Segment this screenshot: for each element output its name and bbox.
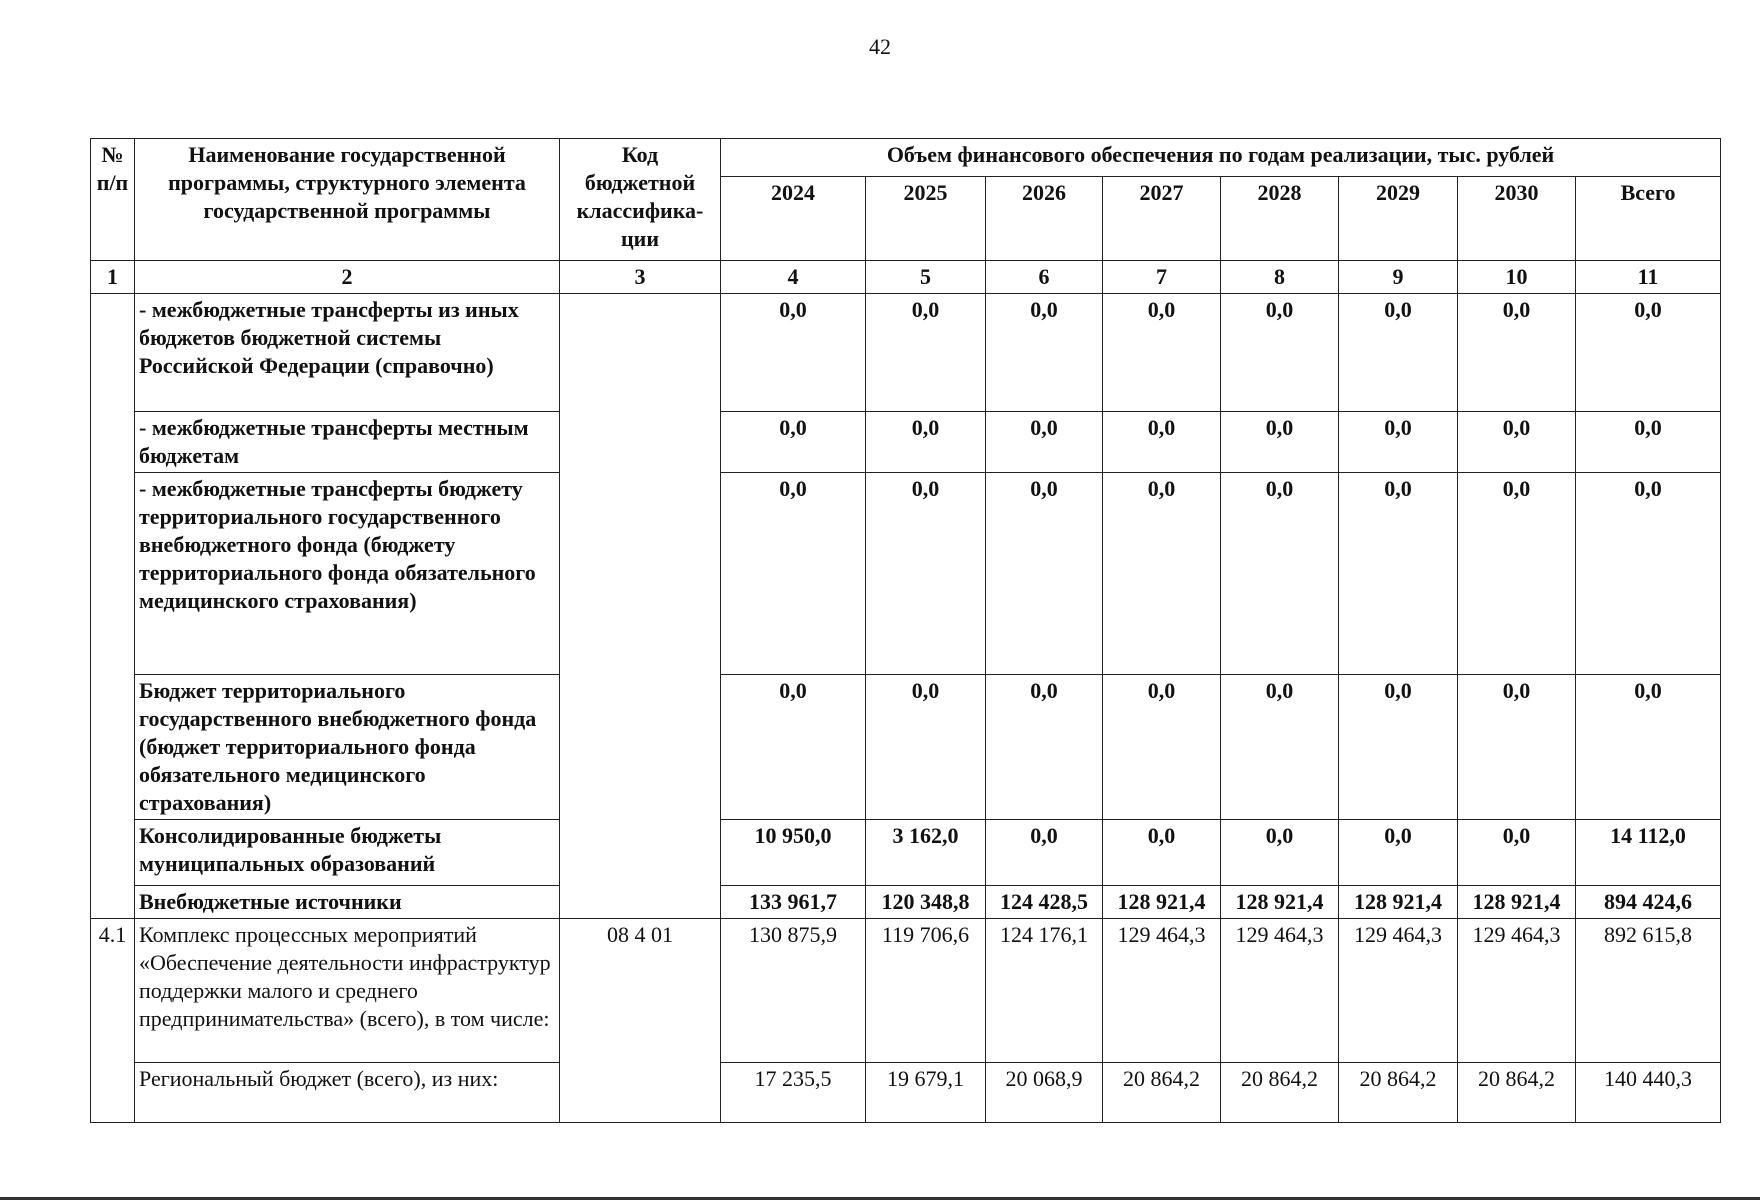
cell-value: 20 864,2 xyxy=(1221,1063,1339,1123)
column-number: 7 xyxy=(1103,261,1221,294)
cell-value: 128 921,4 xyxy=(1103,886,1221,919)
row-name: - межбюджетные трансферты из иных бюджетов бюджетной системы Российской Федерации (справочно) xyxy=(135,294,560,412)
cell-value: 0,0 xyxy=(1221,820,1339,886)
table-row xyxy=(91,886,1721,919)
cell-value: 0,0 xyxy=(1339,412,1458,473)
column-number: 1 xyxy=(91,261,135,294)
cell-value: 0,0 xyxy=(1103,820,1221,886)
column-number: 9 xyxy=(1339,261,1458,294)
cell-value: 124 176,1 xyxy=(986,919,1103,1063)
header-year: 2030 xyxy=(1458,177,1576,261)
header-year: 2026 xyxy=(986,177,1103,261)
cell-value: 0,0 xyxy=(866,294,986,412)
row-code xyxy=(560,294,721,919)
cell-value: 128 921,4 xyxy=(1458,886,1576,919)
cell-value: 0,0 xyxy=(1103,473,1221,675)
cell-value: 0,0 xyxy=(1103,412,1221,473)
cell-value: 0,0 xyxy=(721,473,866,675)
table-row xyxy=(91,473,1721,675)
cell-value: 133 961,7 xyxy=(721,886,866,919)
header-total: Всего xyxy=(1576,177,1721,261)
header-year: 2024 xyxy=(721,177,866,261)
cell-total: 0,0 xyxy=(1576,412,1721,473)
row-number: 4.1 xyxy=(91,919,135,1123)
table-row xyxy=(91,820,1721,886)
cell-total: 0,0 xyxy=(1576,473,1721,675)
header-volume: Объем финансового обеспечения по годам реализации, тыс. рублей xyxy=(721,139,1721,177)
column-number: 8 xyxy=(1221,261,1339,294)
row-code: 08 4 01 xyxy=(560,919,721,1123)
cell-value: 129 464,3 xyxy=(1103,919,1221,1063)
cell-value: 0,0 xyxy=(986,675,1103,820)
page-number: 42 xyxy=(869,34,891,59)
table-row xyxy=(91,1063,1721,1123)
cell-value: 0,0 xyxy=(1221,412,1339,473)
cell-value: 0,0 xyxy=(1458,820,1576,886)
column-number: 3 xyxy=(560,261,721,294)
cell-value: 0,0 xyxy=(1221,473,1339,675)
table-row xyxy=(91,412,1721,473)
column-number: 11 xyxy=(1576,261,1721,294)
cell-value: 0,0 xyxy=(1458,473,1576,675)
column-number: 6 xyxy=(986,261,1103,294)
cell-value: 0,0 xyxy=(1458,412,1576,473)
cell-value: 0,0 xyxy=(1339,294,1458,412)
cell-total: 894 424,6 xyxy=(1576,886,1721,919)
cell-value: 0,0 xyxy=(986,294,1103,412)
header-code: Код бюджетной классифика-ции xyxy=(560,139,721,261)
cell-value: 20 068,9 xyxy=(986,1063,1103,1123)
cell-value: 0,0 xyxy=(1103,675,1221,820)
cell-value: 0,0 xyxy=(866,412,986,473)
cell-value: 0,0 xyxy=(866,473,986,675)
cell-value: 20 864,2 xyxy=(1103,1063,1221,1123)
cell-value: 129 464,3 xyxy=(1221,919,1339,1063)
row-number xyxy=(91,294,135,919)
cell-value: 128 921,4 xyxy=(1221,886,1339,919)
header-year: 2025 xyxy=(866,177,986,261)
cell-value: 130 875,9 xyxy=(721,919,866,1063)
cell-value: 0,0 xyxy=(1339,675,1458,820)
header-name: Наименование государственной программы, структурного элемента государственной программы xyxy=(135,139,560,261)
row-name: Внебюджетные источники xyxy=(135,886,560,919)
cell-value: 0,0 xyxy=(721,675,866,820)
cell-value: 0,0 xyxy=(1103,294,1221,412)
row-name: Консолидированные бюджеты муниципальных образований xyxy=(135,820,560,886)
cell-value: 0,0 xyxy=(1458,294,1576,412)
header-num: № п/п xyxy=(91,139,135,261)
row-name: Бюджет территориального государственного внебюджетного фонда (бюджет территориального фонда обязательного медицинского страхования) xyxy=(135,675,560,820)
cell-value: 0,0 xyxy=(1339,820,1458,886)
cell-value: 0,0 xyxy=(721,294,866,412)
cell-value: 0,0 xyxy=(1221,675,1339,820)
cell-value: 17 235,5 xyxy=(721,1063,866,1123)
cell-value: 0,0 xyxy=(1339,473,1458,675)
column-number: 4 xyxy=(721,261,866,294)
cell-value: 129 464,3 xyxy=(1458,919,1576,1063)
table-row xyxy=(91,919,1721,1063)
cell-total: 14 112,0 xyxy=(1576,820,1721,886)
financing-table xyxy=(90,138,1721,1123)
row-name: - межбюджетные трансферты бюджету территориального государственного внебюджетного фонда (бюджету территориального фонда обязательного медицинского страхования) xyxy=(135,473,560,675)
cell-total: 892 615,8 xyxy=(1576,919,1721,1063)
header-year: 2028 xyxy=(1221,177,1339,261)
cell-value: 20 864,2 xyxy=(1458,1063,1576,1123)
cell-value: 120 348,8 xyxy=(866,886,986,919)
cell-value: 3 162,0 xyxy=(866,820,986,886)
table-row xyxy=(91,675,1721,820)
cell-value: 0,0 xyxy=(866,675,986,820)
cell-value: 0,0 xyxy=(721,412,866,473)
cell-value: 10 950,0 xyxy=(721,820,866,886)
header-year: 2027 xyxy=(1103,177,1221,261)
column-number: 10 xyxy=(1458,261,1576,294)
row-name: Региональный бюджет (всего), из них: xyxy=(135,1063,560,1123)
cell-value: 128 921,4 xyxy=(1339,886,1458,919)
table-row xyxy=(91,294,1721,412)
cell-total: 140 440,3 xyxy=(1576,1063,1721,1123)
row-name: Комплекс процессных мероприятий «Обеспечение деятельности инфраструктур поддержки малого и среднего предпринимательства» (всего), в том числе: xyxy=(135,919,560,1063)
cell-total: 0,0 xyxy=(1576,294,1721,412)
cell-total: 0,0 xyxy=(1576,675,1721,820)
column-number: 5 xyxy=(866,261,986,294)
cell-value: 0,0 xyxy=(1221,294,1339,412)
cell-value: 20 864,2 xyxy=(1339,1063,1458,1123)
cell-value: 124 428,5 xyxy=(986,886,1103,919)
cell-value: 0,0 xyxy=(986,412,1103,473)
cell-value: 119 706,6 xyxy=(866,919,986,1063)
cell-value: 129 464,3 xyxy=(1339,919,1458,1063)
cell-value: 0,0 xyxy=(986,820,1103,886)
header-year: 2029 xyxy=(1339,177,1458,261)
cell-value: 0,0 xyxy=(986,473,1103,675)
cell-value: 0,0 xyxy=(1458,675,1576,820)
row-name: - межбюджетные трансферты местным бюджетам xyxy=(135,412,560,473)
column-number: 2 xyxy=(135,261,560,294)
cell-value: 19 679,1 xyxy=(866,1063,986,1123)
